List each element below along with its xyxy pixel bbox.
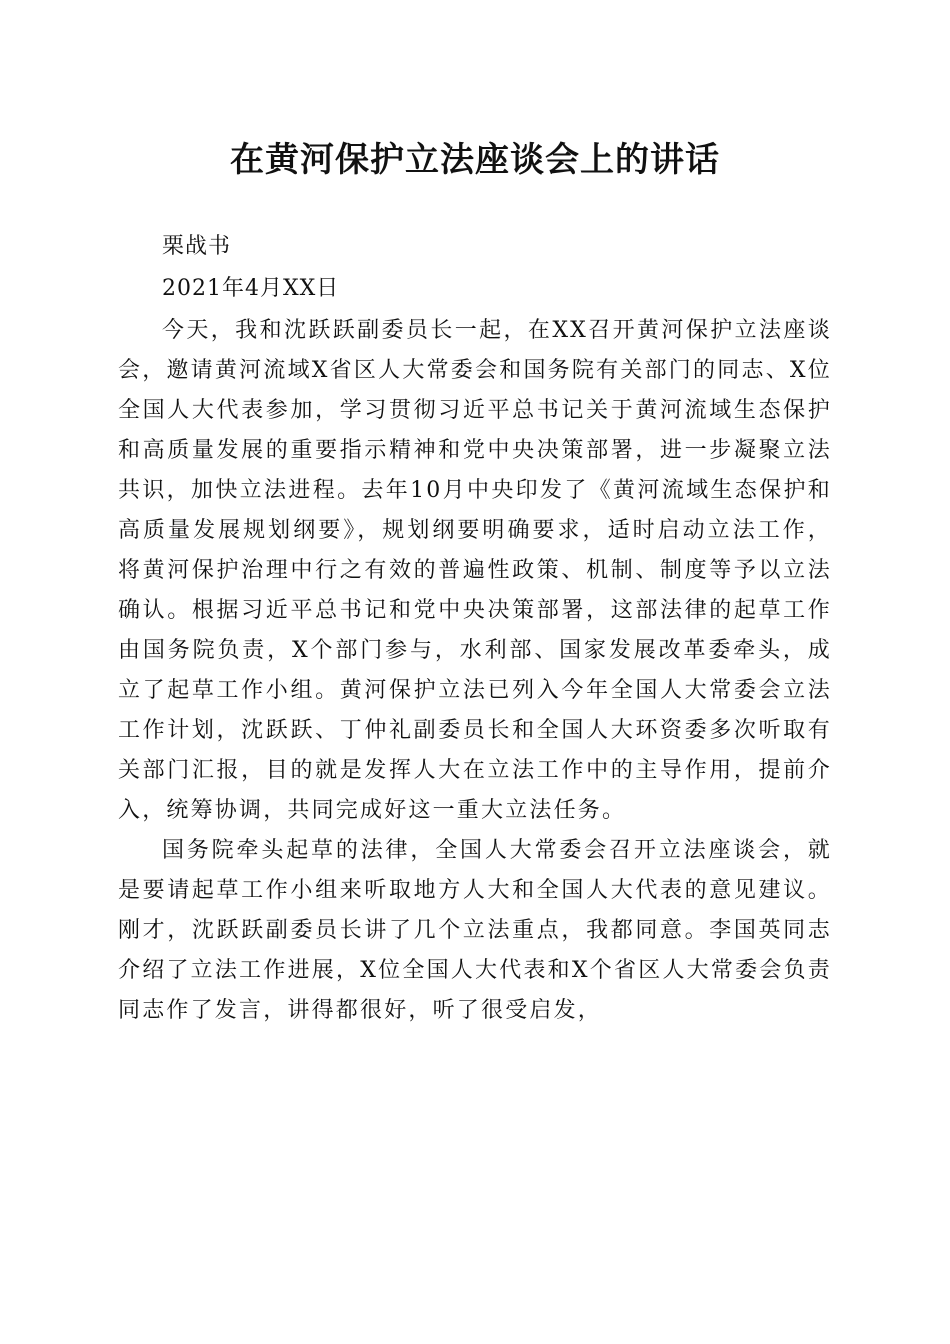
document-body [118,227,832,1031]
author-line: 栗战书 [162,234,232,259]
paragraph-1: 今天，我和沈跃跃副委员长一起，在XX召开黄河保护立法座谈会，邀请黄河流域X省区人大常委会和国务院有关部门的同志、X位全国人大代表参加，学习贯彻习近平总书记关于黄河流域生态保护和高质量发展的重要指示精神和党中央决策部署，进一步凝聚立法共识，加快立法进程。去年10月中央印发了《黄河流域生态保护和高质量发展规划纲要》，规划纲要明确要求，适时启动立法工作，将黄河保护治理中行之有效的普遍性政策、机制、制度等予以立法确认。根据习近平总书记和党中央决策部署，这部法律的起草工作由国务院负责，X个部门参与，水利部、国家发展改革委牵头，成立了起草工作小组。黄河保护立法已列入今年全国人大常委会立法工作计划，沈跃跃、丁仲礼副委员长和全国人大环资委多次听取有关部门汇报，目的就是发挥人大在立法工作中的主导作用，提前介入，统筹协调，共同完成好这一重大立法任务。 [118,318,832,823]
document-title: 在黄河保护立法座谈会上的讲话 [230,140,720,180]
paragraph-2: 国务院牵头起草的法律，全国人大常委会召开立法座谈会，就是要请起草工作小组来听取地方人大和全国人大代表的意见建议。刚才，沈跃跃副委员长讲了几个立法重点，我都同意。李国英同志介绍了立法工作进展，X位全国人大代表和X个省区人大常委会负责同志作了发言，讲得都很好，听了很受启发， [118,838,832,1023]
date-line: 2021年4月XX日 [162,276,340,301]
